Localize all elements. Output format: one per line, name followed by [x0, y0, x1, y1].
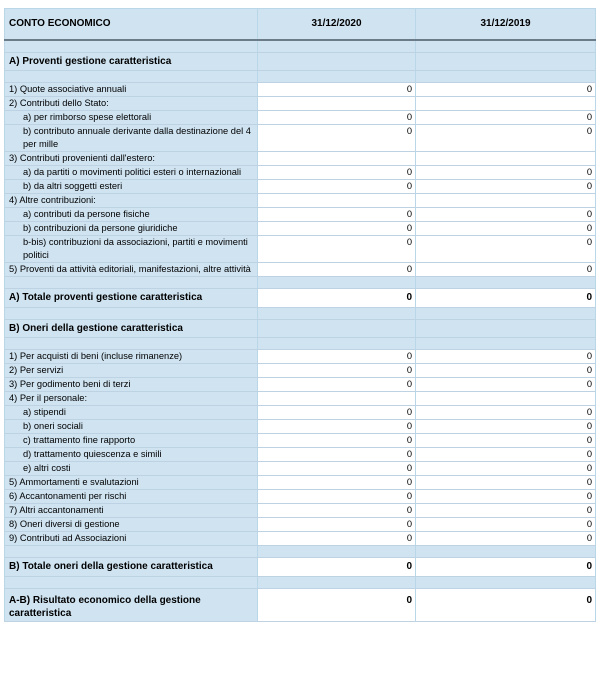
value-2019: 0	[416, 263, 596, 276]
spacer-row	[4, 41, 596, 53]
section-a-rows	[4, 83, 596, 277]
value-2020: 0	[258, 180, 416, 193]
value-2020	[258, 392, 416, 405]
row-label: 2) Contributi dello Stato:	[4, 97, 258, 110]
row-label: e) altri costi	[4, 462, 258, 475]
value-2020: 0	[258, 406, 416, 419]
value-2019	[416, 97, 596, 110]
table-row	[4, 406, 596, 420]
value-2019: 0	[416, 166, 596, 179]
table-row	[4, 125, 596, 152]
value-2020: 0	[258, 462, 416, 475]
section-b-title: B) Oneri della gestione caratteristica	[4, 320, 258, 337]
table-row	[4, 518, 596, 532]
table-row	[4, 152, 596, 166]
value-2020	[258, 97, 416, 110]
table-row	[4, 364, 596, 378]
section-b-total-2019: 0	[416, 558, 596, 576]
value-2019: 0	[416, 111, 596, 124]
section-a-header	[4, 53, 596, 71]
table-row	[4, 420, 596, 434]
value-2020: 0	[258, 378, 416, 391]
value-2020: 0	[258, 83, 416, 96]
row-label: 2) Per servizi	[4, 364, 258, 377]
table-row	[4, 476, 596, 490]
spacer-row	[4, 277, 596, 289]
table-row	[4, 208, 596, 222]
table-row	[4, 448, 596, 462]
value-2019: 0	[416, 378, 596, 391]
value-2019: 0	[416, 83, 596, 96]
value-2019	[416, 392, 596, 405]
value-2019: 0	[416, 490, 596, 503]
row-label: b) contributo annuale derivante dalla destinazione del 4 per mille	[4, 125, 258, 151]
table-row	[4, 462, 596, 476]
spacer-row	[4, 546, 596, 558]
row-label: b) da altri soggetti esteri	[4, 180, 258, 193]
row-label: 7) Altri accantonamenti	[4, 504, 258, 517]
value-2020: 0	[258, 350, 416, 363]
row-label: a) contributi da persone fisiche	[4, 208, 258, 221]
value-2019: 0	[416, 434, 596, 447]
row-label: 6) Accantonamenti per rischi	[4, 490, 258, 503]
value-2020: 0	[258, 125, 416, 151]
value-2020: 0	[258, 364, 416, 377]
header-col-2019: 31/12/2019	[416, 9, 596, 39]
value-2020: 0	[258, 208, 416, 221]
value-2020: 0	[258, 532, 416, 545]
value-2020: 0	[258, 434, 416, 447]
row-label: 8) Oneri diversi di gestione	[4, 518, 258, 531]
result-2019: 0	[416, 589, 596, 621]
spacer-row	[4, 308, 596, 320]
spacer-row	[4, 577, 596, 589]
value-2020: 0	[258, 420, 416, 433]
section-b-rows	[4, 350, 596, 546]
result-row	[4, 589, 596, 622]
row-label: 4) Per il personale:	[4, 392, 258, 405]
table-row	[4, 378, 596, 392]
value-2020: 0	[258, 222, 416, 235]
row-label: a) per rimborso spese elettorali	[4, 111, 258, 124]
row-label: b-bis) contribuzioni da associazioni, partiti e movimenti politici	[4, 236, 258, 262]
table-row	[4, 222, 596, 236]
section-a-total-label: A) Totale proventi gestione caratteristica	[4, 289, 258, 307]
section-a-total-2019: 0	[416, 289, 596, 307]
value-2020: 0	[258, 476, 416, 489]
row-label: a) da partiti o movimenti politici esteri o internazionali	[4, 166, 258, 179]
row-label: 4) Altre contribuzioni:	[4, 194, 258, 207]
value-2019	[416, 194, 596, 207]
row-label: 9) Contributi ad Associazioni	[4, 532, 258, 545]
value-2020: 0	[258, 263, 416, 276]
value-2019: 0	[416, 125, 596, 151]
table-row	[4, 532, 596, 546]
section-a-total-row	[4, 289, 596, 308]
header-col-2020: 31/12/2020	[258, 9, 416, 39]
section-b-header	[4, 320, 596, 338]
section-b-total-2020: 0	[258, 558, 416, 576]
table-row	[4, 392, 596, 406]
section-b-total-label: B) Totale oneri della gestione caratteristica	[4, 558, 258, 576]
table-row	[4, 490, 596, 504]
table-row	[4, 180, 596, 194]
row-label: 5) Proventi da attività editoriali, manifestazioni, altre attività	[4, 263, 258, 276]
spacer-row	[4, 71, 596, 83]
row-label: d) trattamento quiescenza e simili	[4, 448, 258, 461]
row-label: b) contribuzioni da persone giuridiche	[4, 222, 258, 235]
value-2019: 0	[416, 350, 596, 363]
value-2019: 0	[416, 222, 596, 235]
table-row	[4, 236, 596, 263]
table-row	[4, 83, 596, 97]
value-2019: 0	[416, 208, 596, 221]
row-label: b) oneri sociali	[4, 420, 258, 433]
result-2020: 0	[258, 589, 416, 621]
row-label: 3) Contributi provenienti dall'estero:	[4, 152, 258, 165]
table-header	[4, 8, 596, 41]
value-2020: 0	[258, 111, 416, 124]
spacer-row	[4, 338, 596, 350]
value-2019: 0	[416, 406, 596, 419]
value-2019: 0	[416, 532, 596, 545]
value-2020: 0	[258, 166, 416, 179]
table-row	[4, 166, 596, 180]
row-label: 1) Quote associative annuali	[4, 83, 258, 96]
value-2019: 0	[416, 364, 596, 377]
result-label: A-B) Risultato economico della gestione caratteristica	[4, 589, 258, 621]
value-2020: 0	[258, 518, 416, 531]
value-2019: 0	[416, 236, 596, 262]
table-row	[4, 111, 596, 125]
table-row	[4, 350, 596, 364]
table-row	[4, 434, 596, 448]
value-2020: 0	[258, 490, 416, 503]
conto-economico-table	[4, 8, 596, 622]
table-row	[4, 504, 596, 518]
row-label: 5) Ammortamenti e svalutazioni	[4, 476, 258, 489]
value-2020: 0	[258, 236, 416, 262]
value-2019: 0	[416, 420, 596, 433]
value-2020: 0	[258, 448, 416, 461]
value-2019: 0	[416, 518, 596, 531]
section-b-total-row	[4, 558, 596, 577]
value-2019: 0	[416, 504, 596, 517]
row-label: 3) Per godimento beni di terzi	[4, 378, 258, 391]
row-label: 1) Per acquisti di beni (incluse rimanenze)	[4, 350, 258, 363]
value-2020	[258, 194, 416, 207]
value-2019: 0	[416, 462, 596, 475]
section-a-total-2020: 0	[258, 289, 416, 307]
table-row	[4, 97, 596, 111]
value-2020: 0	[258, 504, 416, 517]
value-2019: 0	[416, 476, 596, 489]
value-2019: 0	[416, 448, 596, 461]
table-row	[4, 263, 596, 277]
table-row	[4, 194, 596, 208]
value-2020	[258, 152, 416, 165]
row-label: c) trattamento fine rapporto	[4, 434, 258, 447]
value-2019: 0	[416, 180, 596, 193]
header-title: CONTO ECONOMICO	[4, 9, 258, 39]
section-a-title: A) Proventi gestione caratteristica	[4, 53, 258, 70]
value-2019	[416, 152, 596, 165]
row-label: a) stipendi	[4, 406, 258, 419]
